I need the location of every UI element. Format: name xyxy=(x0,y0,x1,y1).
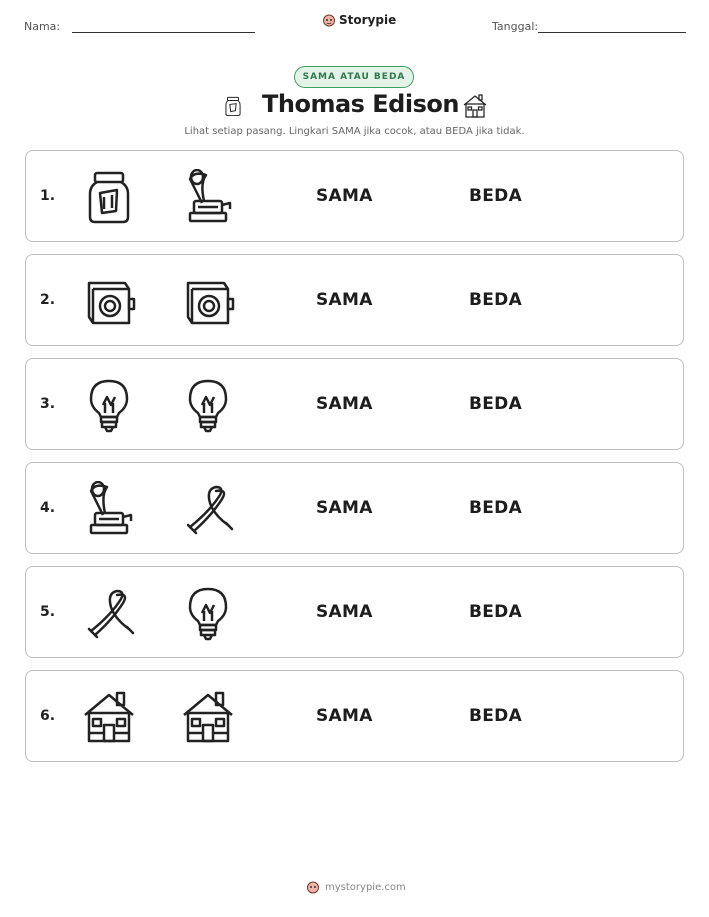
different-option[interactable]: BEDA xyxy=(469,602,523,622)
movie-camera-icon xyxy=(180,273,236,329)
comparison-row xyxy=(25,150,684,242)
light-bulb-icon xyxy=(81,377,137,433)
row-number: 2. xyxy=(40,292,56,308)
different-option[interactable]: BEDA xyxy=(469,706,523,726)
brand-logo xyxy=(322,13,396,27)
page-title: Thomas Edison xyxy=(262,90,459,118)
worksheet-type-badge: SAMA ATAU BEDA xyxy=(294,66,414,88)
brick-house-icon xyxy=(461,92,489,120)
name-label: Nama: xyxy=(24,20,61,33)
filament-icon xyxy=(180,481,236,537)
jar-icon xyxy=(81,169,137,225)
instructions: Lihat setiap pasang. Lingkari SAMA jika cocok, atau BEDA jika tidak. xyxy=(184,126,525,137)
same-option[interactable]: SAMA xyxy=(316,394,373,414)
comparison-row xyxy=(25,670,684,762)
row-number: 1. xyxy=(40,188,56,204)
footer xyxy=(306,880,406,894)
jar-icon xyxy=(222,92,244,120)
different-option[interactable]: BEDA xyxy=(469,498,523,518)
row-number: 3. xyxy=(40,396,56,412)
row-number: 6. xyxy=(40,708,56,724)
brick-house-icon xyxy=(180,689,236,745)
phonograph-icon xyxy=(180,169,236,225)
same-option[interactable]: SAMA xyxy=(316,602,373,622)
name-line[interactable] xyxy=(72,32,255,33)
brick-house-icon xyxy=(81,689,137,745)
light-bulb-icon xyxy=(180,585,236,641)
comparison-row xyxy=(25,358,684,450)
filament-icon xyxy=(81,585,137,641)
comparison-row xyxy=(25,566,684,658)
brand-name: Storypie xyxy=(339,13,397,27)
row-number: 5. xyxy=(40,604,56,620)
date-line[interactable] xyxy=(538,32,686,33)
footer-url: mystorypie.com xyxy=(325,881,406,893)
storypie-mascot-icon xyxy=(322,13,336,27)
storypie-mascot-icon xyxy=(306,880,320,894)
light-bulb-icon xyxy=(180,377,236,433)
movie-camera-icon xyxy=(81,273,137,329)
comparison-row xyxy=(25,462,684,554)
comparison-row xyxy=(25,254,684,346)
same-option[interactable]: SAMA xyxy=(316,498,373,518)
same-option[interactable]: SAMA xyxy=(316,186,373,206)
same-option[interactable]: SAMA xyxy=(316,706,373,726)
row-number: 4. xyxy=(40,500,56,516)
phonograph-icon xyxy=(81,481,137,537)
different-option[interactable]: BEDA xyxy=(469,186,523,206)
different-option[interactable]: BEDA xyxy=(469,290,523,310)
date-label: Tanggal: xyxy=(492,20,539,33)
same-option[interactable]: SAMA xyxy=(316,290,373,310)
different-option[interactable]: BEDA xyxy=(469,394,523,414)
